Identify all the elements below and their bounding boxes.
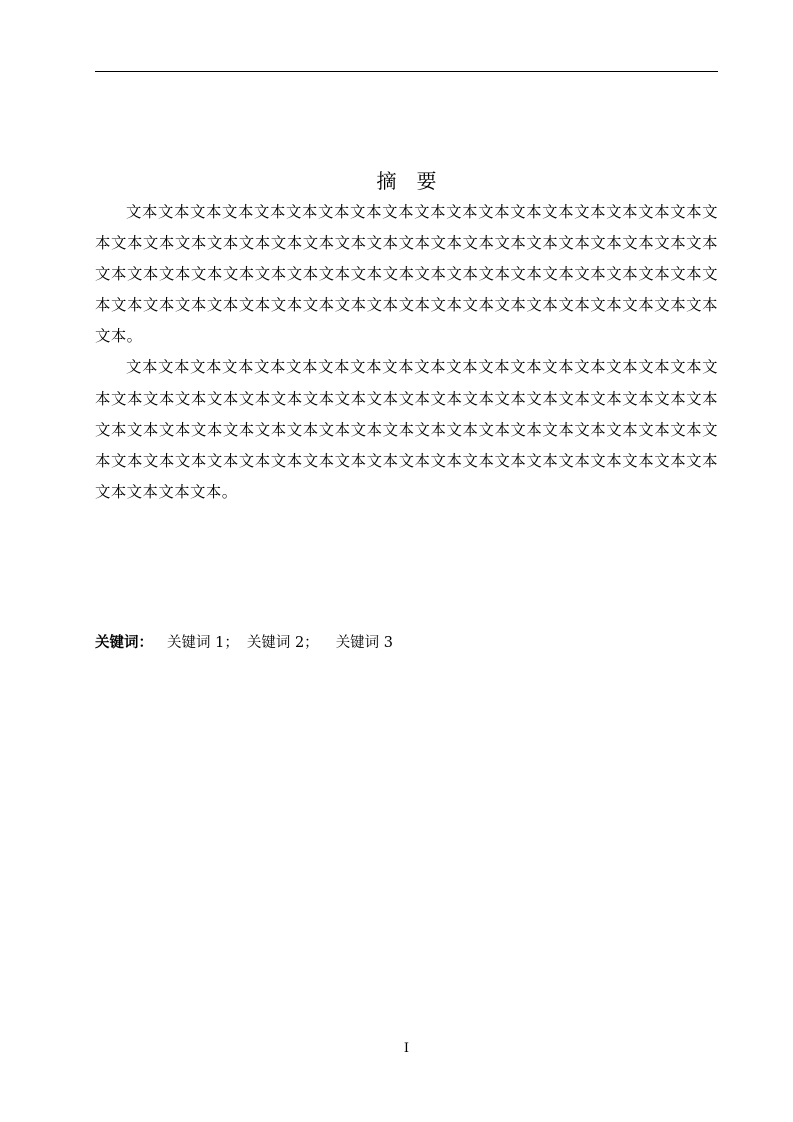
abstract-paragraph-2: 文本文本文本文本文本文本文本文本文本文本文本文本文本文本文本文本文本文本文本文本文本文本文本文本文本文本文本文本文本文本文本文本文本文本文本文本文本文本文本文本文本文本文本文本文本文本文本文本文本文本文本文本文本文本文本文本文本文本文本文本文本文本文本文本文本文本文本文本文本文本文本文本文本文本文本文本文本文本文本文本文本。 xyxy=(95,358,718,501)
header-rule xyxy=(95,71,718,72)
keyword-2: 关键词 2； xyxy=(246,635,319,651)
keyword-3: 关键词 3 xyxy=(335,635,394,651)
abstract-body xyxy=(95,197,718,508)
page-number: I xyxy=(403,1041,410,1056)
abstract-title: 摘 要 xyxy=(376,169,437,193)
abstract-paragraph-1: 文本文本文本文本文本文本文本文本文本文本文本文本文本文本文本文本文本文本文本文本文本文本文本文本文本文本文本文本文本文本文本文本文本文本文本文本文本文本文本文本文本文本文本文本文本文本文本文本文本文本文本文本文本文本文本文本文本文本文本文本文本文本文本文本文本文本文本文本文本文本文本文本文本文本文本文本文本文本。 xyxy=(95,203,718,346)
keyword-1: 关键词 1； xyxy=(167,635,239,651)
keywords-label: 关键词： xyxy=(95,635,153,651)
keywords-line xyxy=(95,630,718,656)
